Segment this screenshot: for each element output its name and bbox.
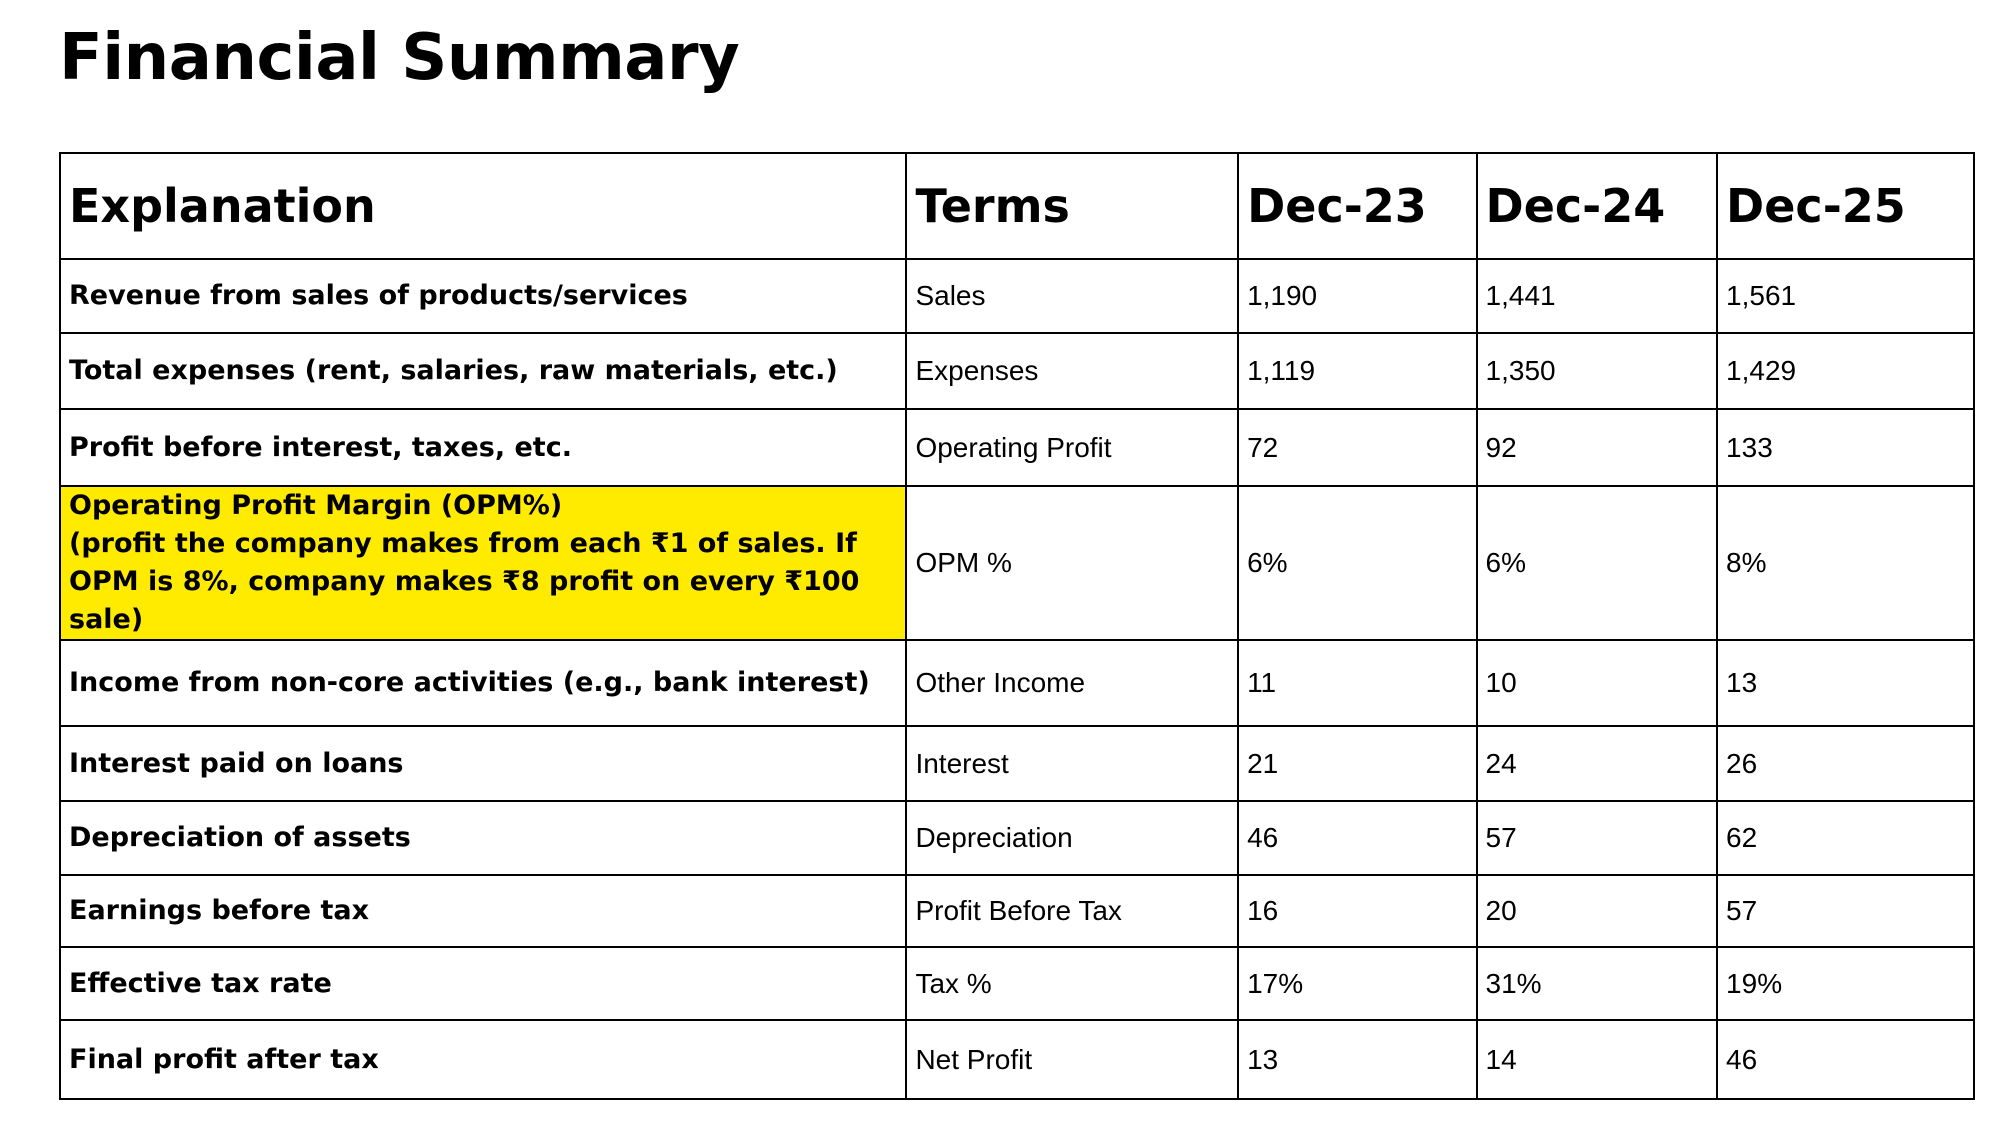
value-dec-23: 72 (1238, 409, 1476, 486)
value-dec-25: 62 (1717, 801, 1974, 875)
value-dec-25: 46 (1717, 1020, 1974, 1099)
explanation-cell: Total expenses (rent, salaries, raw materials, etc.) (60, 333, 906, 409)
value-dec-24: 1,350 (1477, 333, 1718, 409)
explanation-cell: Depreciation of assets (60, 801, 906, 875)
term-cell: Sales (906, 259, 1238, 333)
explanation-cell: Profit before interest, taxes, etc. (60, 409, 906, 486)
term-cell: Operating Profit (906, 409, 1238, 486)
value-dec-25: 1,561 (1717, 259, 1974, 333)
value-dec-24: 20 (1477, 875, 1718, 947)
explanation-cell: Income from non-core activities (e.g., bank interest) (60, 640, 906, 726)
value-dec-24: 14 (1477, 1020, 1718, 1099)
table-row-sales (60, 259, 1974, 333)
term-cell: Other Income (906, 640, 1238, 726)
table-row-other-income (60, 640, 1974, 726)
explanation-cell: Effective tax rate (60, 947, 906, 1020)
value-dec-23: 11 (1238, 640, 1476, 726)
header-explanation: Explanation (60, 153, 906, 259)
header-dec-24: Dec-24 (1477, 153, 1718, 259)
table-row-operating-profit (60, 409, 1974, 486)
table-row-tax (60, 947, 1974, 1020)
table-row-expenses (60, 333, 1974, 409)
value-dec-23: 6% (1238, 486, 1476, 640)
value-dec-23: 1,119 (1238, 333, 1476, 409)
term-cell: Tax % (906, 947, 1238, 1020)
value-dec-24: 1,441 (1477, 259, 1718, 333)
term-cell: Depreciation (906, 801, 1238, 875)
financial-summary-table (59, 152, 1975, 1100)
term-cell: OPM % (906, 486, 1238, 640)
page-title: Financial Summary (59, 21, 740, 95)
value-dec-24: 24 (1477, 726, 1718, 801)
value-dec-24: 92 (1477, 409, 1718, 486)
value-dec-24: 6% (1477, 486, 1718, 640)
value-dec-23: 16 (1238, 875, 1476, 947)
value-dec-25: 1,429 (1717, 333, 1974, 409)
explanation-cell: Revenue from sales of products/services (60, 259, 906, 333)
value-dec-25: 13 (1717, 640, 1974, 726)
value-dec-25: 26 (1717, 726, 1974, 801)
value-dec-25: 57 (1717, 875, 1974, 947)
value-dec-24: 31% (1477, 947, 1718, 1020)
table-row-depreciation (60, 801, 1974, 875)
value-dec-23: 17% (1238, 947, 1476, 1020)
value-dec-23: 46 (1238, 801, 1476, 875)
term-cell: Expenses (906, 333, 1238, 409)
explanation-cell: Earnings before tax (60, 875, 906, 947)
value-dec-25: 19% (1717, 947, 1974, 1020)
table-row-interest (60, 726, 1974, 801)
explanation-cell: Final profit after tax (60, 1020, 906, 1099)
header-dec-25: Dec-25 (1717, 153, 1974, 259)
table-row-opm (60, 486, 1974, 640)
value-dec-25: 8% (1717, 486, 1974, 640)
opm-heading: Operating Profit Margin (OPM%) (69, 490, 563, 521)
term-cell: Interest (906, 726, 1238, 801)
explanation-cell-highlighted (60, 486, 906, 640)
header-dec-23: Dec-23 (1238, 153, 1476, 259)
term-cell: Profit Before Tax (906, 875, 1238, 947)
value-dec-24: 10 (1477, 640, 1718, 726)
term-cell: Net Profit (906, 1020, 1238, 1099)
value-dec-23: 21 (1238, 726, 1476, 801)
table-header-row (60, 153, 1974, 259)
explanation-cell: Interest paid on loans (60, 726, 906, 801)
table-row-profit-before-tax (60, 875, 1974, 947)
opm-note: (profit the company makes from each ₹1 of sales. If OPM is 8%, company makes ₹8 profit on every ₹100 sale) (69, 528, 860, 635)
header-terms: Terms (906, 153, 1238, 259)
table-row-net-profit (60, 1020, 1974, 1099)
value-dec-25: 133 (1717, 409, 1974, 486)
value-dec-24: 57 (1477, 801, 1718, 875)
value-dec-23: 1,190 (1238, 259, 1476, 333)
value-dec-23: 13 (1238, 1020, 1476, 1099)
